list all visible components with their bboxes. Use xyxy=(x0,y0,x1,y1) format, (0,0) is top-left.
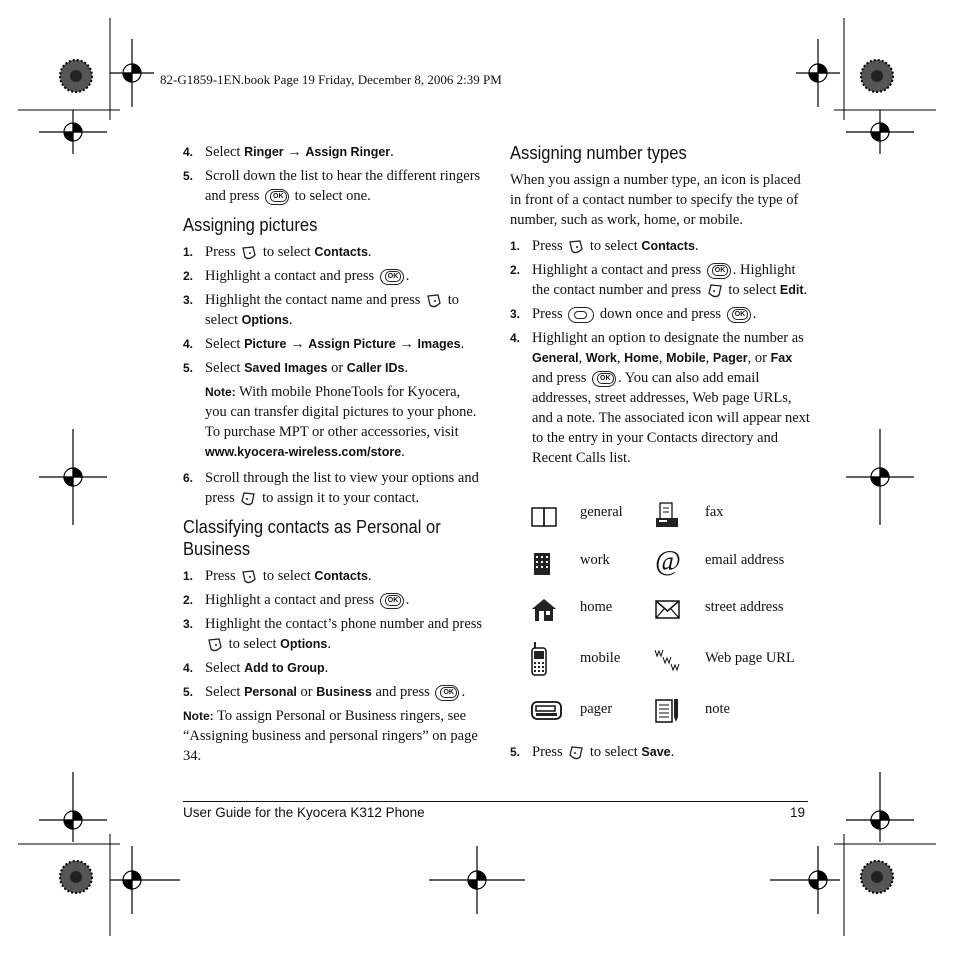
list-item: 4. Select Add to Group. xyxy=(183,660,329,676)
right-softkey-icon xyxy=(568,239,584,255)
ok-key-icon xyxy=(380,593,404,609)
icon-label: home xyxy=(580,599,613,615)
left-softkey-icon xyxy=(568,745,584,761)
left-softkey-icon xyxy=(707,283,723,299)
list-item: 5. Select Personal or Business and press OK. xyxy=(183,682,483,702)
left-column xyxy=(183,142,483,770)
list-item: 2. Highlight a contact and press OK. xyxy=(183,590,483,610)
store-url[interactable]: www.kyocera-wireless.com/store xyxy=(205,445,402,459)
list-item: 4. Highlight an option to designate the number as General, Work, Home, Mobile, Pager, or Fax and press OK. You can also add email addresses, street addresses, Web page URLs, and a note. The associated icon will appear next to the entry in your Contacts directory and Recent Calls list. xyxy=(510,328,810,468)
icon-label: pager xyxy=(580,701,613,717)
ok-key-icon xyxy=(435,685,459,701)
list-item: 5. Scroll down the list to hear the different ringers and press OK to select one. xyxy=(183,166,483,206)
book-icon xyxy=(531,506,559,528)
intro-paragraph: When you assign a number type, an icon is placed in front of a contact number to specify the type of number, such as work, home, or mobile. xyxy=(510,172,801,228)
list-item: 1. Press to select Contacts. xyxy=(183,244,372,260)
house-icon xyxy=(531,597,557,623)
icon-label: general xyxy=(580,504,623,520)
footer-title: User Guide for the Kyocera K312 Phone xyxy=(183,805,425,820)
list-item: 1. Press to select Contacts. xyxy=(510,238,699,254)
icon-label: street address xyxy=(705,599,784,615)
right-softkey-icon xyxy=(241,245,257,261)
list-item: 4. Select Picture → Assign Picture → Images. xyxy=(183,336,465,352)
list-item: 3. Highlight the contact name and press to select Options. xyxy=(183,292,459,328)
footer-rule xyxy=(183,801,808,802)
pager-icon xyxy=(531,701,563,721)
icon-label: email address xyxy=(705,552,785,568)
right-softkey-icon xyxy=(207,637,223,653)
list-item: 5. Select Saved Images or Caller IDs. xyxy=(183,360,409,376)
list-item: 1. Press to select Contacts. xyxy=(183,568,372,584)
print-header: 82-G1859-1EN.book Page 19 Friday, December 8, 2006 2:39 PM xyxy=(160,72,502,87)
section-heading: Assigning number types xyxy=(510,143,687,163)
mobile-phone-icon xyxy=(530,642,548,676)
list-item: 2. Highlight a contact and press OK. Highlight the contact number and press to select Edit. xyxy=(510,260,810,300)
list-item: 2. Highlight a contact and press OK. xyxy=(183,266,483,286)
navigation-key-icon xyxy=(568,307,594,323)
ok-key-icon xyxy=(592,371,616,387)
note: Note: With mobile PhoneTools for Kyocera, you can transfer digital pictures to your phone. To purchase MPT or other accessories, visit www.kyocera-wireless.com/store. xyxy=(205,384,477,460)
notepad-icon xyxy=(655,698,681,724)
page-number: 19 xyxy=(790,805,806,820)
list-item: 3. Press down once and press OK. xyxy=(510,304,810,324)
icon-label: note xyxy=(705,701,730,717)
ok-key-icon xyxy=(265,189,289,205)
building-icon xyxy=(532,550,552,576)
note: Note: To assign Personal or Business ringers, see “Assigning business and personal ringers” on page 34. xyxy=(183,708,478,764)
icon-label: Web page URL xyxy=(705,650,795,666)
envelope-icon xyxy=(655,600,681,620)
right-column xyxy=(510,142,810,472)
right-softkey-icon xyxy=(426,293,442,309)
at-icon: @ xyxy=(655,546,681,577)
right-softkey-icon xyxy=(241,569,257,585)
list-item: 6. Scroll through the list to view your options and press to assign it to your contact. xyxy=(183,470,479,506)
ok-key-icon xyxy=(707,263,731,279)
icon-label: fax xyxy=(705,504,724,520)
ok-key-icon xyxy=(380,269,404,285)
section-heading: Assigning pictures xyxy=(183,215,318,235)
left-softkey-icon xyxy=(240,491,256,507)
section-heading: Classifying contacts as Personal or Business xyxy=(183,517,441,559)
icon-label: mobile xyxy=(580,650,621,666)
icon-label: work xyxy=(580,552,610,568)
www-icon xyxy=(654,647,684,673)
list-item: 4. Select Ringer → Assign Ringer. xyxy=(183,144,394,160)
list-item: 3. Highlight the contact’s phone number and press to select Options. xyxy=(183,616,483,652)
fax-icon xyxy=(655,502,681,530)
ok-key-icon xyxy=(727,307,751,323)
list-item: 5. Press to select Save. xyxy=(510,744,675,760)
